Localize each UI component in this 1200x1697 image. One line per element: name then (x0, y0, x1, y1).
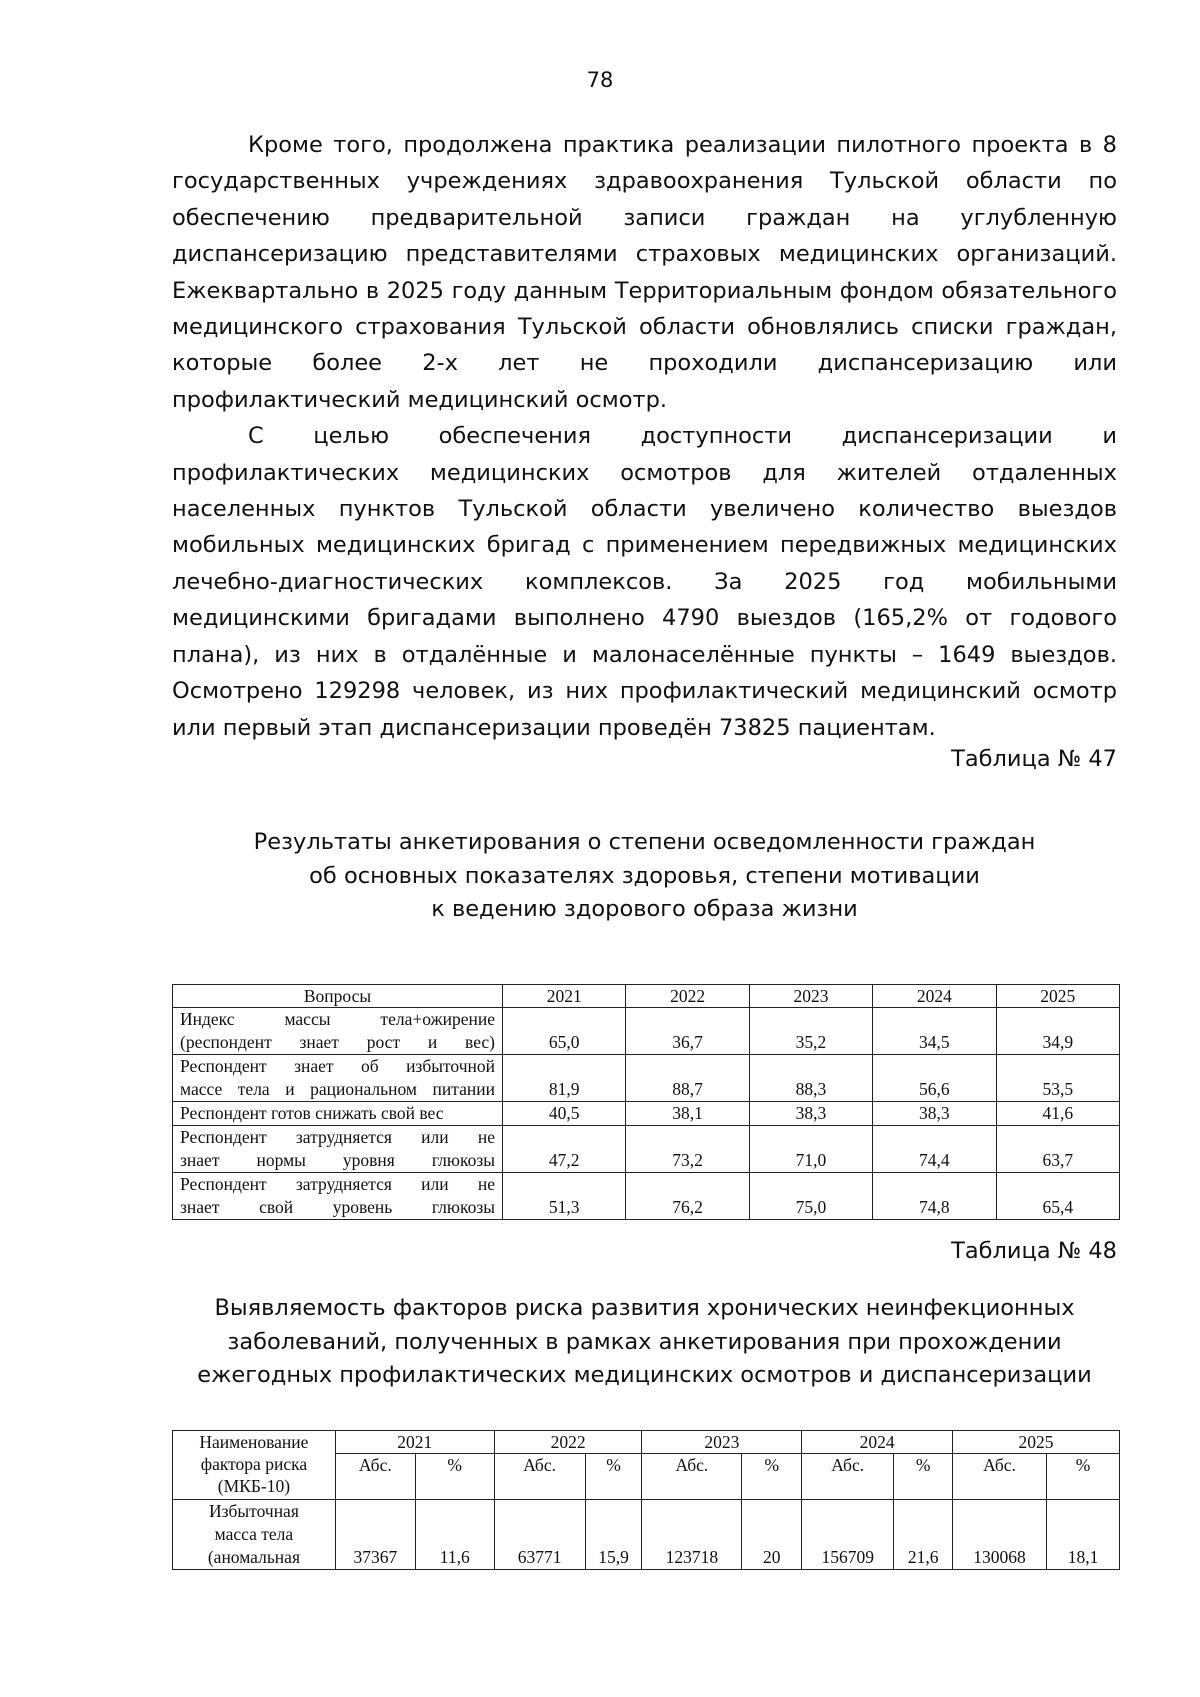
factor-name-line: (аномальная (207, 1547, 300, 1567)
table-header-row (173, 1431, 1120, 1454)
column-header-year: 2024 (802, 1431, 953, 1454)
value-cell: 20 (742, 1500, 802, 1570)
table-row (173, 1102, 1120, 1126)
table-48-label: Таблица № 48 (951, 1238, 1117, 1264)
column-header-pct: % (585, 1454, 642, 1500)
value-cell: 65,4 (996, 1173, 1119, 1220)
value-cell: 18,1 (1047, 1500, 1120, 1570)
question-line: массе тела и рациональном питании (180, 1079, 495, 1099)
factor-name-line: масса тела (214, 1524, 294, 1544)
table-48-title-line: Выявляемость факторов риска развития хронических неинфекционных (214, 1295, 1075, 1321)
column-header-year: 2021 (335, 1431, 494, 1454)
paragraph: С целью обеспечения доступности диспансеризации и профилактических медицинских осмотров для жителей отдаленных населенных пунктов Тульской области увеличено количество выездов мобильных медицинских бригад с применением передвижных медицинских лечебно-диагностических комплексов. За 2025 год мобильными медицинскими бригадами выполнено 4790 выездов (165,2% от годового плана), из них в отдалённые и малонаселённые пункты – 1649 выездов. Осмотрено 129298 человек, из них профилактический медицинский осмотр или первый этап диспансеризации проведён 73825 пациентам. (172, 423, 1117, 741)
question-cell (173, 1173, 503, 1220)
value-cell: 74,4 (873, 1126, 996, 1173)
question-line: знает нормы уровня глюкозы (180, 1150, 495, 1170)
column-header-abs: Абс. (494, 1454, 585, 1500)
column-header-abs: Абс. (642, 1454, 742, 1500)
table-47-title-line: об основных показателях здоровья, степени мотивации (309, 862, 980, 889)
value-cell: 47,2 (503, 1126, 626, 1173)
paragraph: Кроме того, продолжена практика реализации пилотного проекта в 8 государственных учреждениях здравоохранения Тульской области по обеспечению предварительной записи граждан на углубленную диспансеризацию представителями страховых медицинских организаций. Ежеквартально в 2025 году данным Территориальным фондом обязательного медицинского страхования Тульской области обновлялись списки граждан, которые более 2-х лет не проходили диспансеризацию или профилактический медицинский осмотр. (172, 132, 1117, 413)
table-47-title-line: Результаты анкетирования о степени осведомленности граждан (253, 829, 1036, 855)
column-header-pct: % (742, 1454, 802, 1500)
page-number: 78 (586, 68, 614, 92)
factor-header-line: фактора риска (200, 1454, 308, 1474)
column-header-year: 2022 (626, 985, 749, 1008)
value-cell: 41,6 (996, 1102, 1119, 1126)
value-cell: 88,7 (626, 1055, 749, 1102)
table-row (173, 1173, 1120, 1220)
value-cell: 63771 (494, 1500, 585, 1570)
factor-name-cell (173, 1500, 336, 1570)
table-48-title-line: ежегодных профилактических медицинских осмотров и диспансеризации (197, 1362, 1092, 1388)
value-cell: 71,0 (749, 1126, 872, 1173)
column-header-pct: % (1047, 1454, 1120, 1500)
value-cell: 38,3 (749, 1102, 872, 1126)
body-text (172, 127, 1117, 746)
value-cell: 76,2 (626, 1173, 749, 1220)
question-line: Респондент знает об избыточной (180, 1056, 495, 1076)
column-header-year: 2024 (873, 985, 996, 1008)
table-row (173, 1055, 1120, 1102)
column-header-year: 2025 (953, 1431, 1120, 1454)
question-line: (респондент знает рост и вес) (180, 1032, 495, 1052)
value-cell: 34,5 (873, 1008, 996, 1055)
column-header-year: 2025 (996, 985, 1119, 1008)
factor-header-line: Наименование (199, 1432, 309, 1452)
column-header-factor (173, 1431, 336, 1500)
table-row (173, 1500, 1120, 1570)
value-cell: 37367 (335, 1500, 415, 1570)
value-cell: 34,9 (996, 1008, 1119, 1055)
table-48-title-line: заболеваний, полученных в рамках анкетирования при прохождении (227, 1328, 1062, 1355)
value-cell: 130068 (953, 1500, 1047, 1570)
factor-header-line: (МКБ-10) (217, 1476, 291, 1496)
risk-factors-table (172, 1430, 1120, 1570)
value-cell: 81,9 (503, 1055, 626, 1102)
question-cell (173, 1055, 503, 1102)
value-cell: 63,7 (996, 1126, 1119, 1173)
question-line: Респондент затрудняется или не (180, 1127, 495, 1147)
column-header-year: 2022 (494, 1431, 642, 1454)
value-cell: 35,2 (749, 1008, 872, 1055)
value-cell: 51,3 (503, 1173, 626, 1220)
value-cell: 21,6 (894, 1500, 953, 1570)
value-cell: 53,5 (996, 1055, 1119, 1102)
column-header-year: 2021 (503, 985, 626, 1008)
value-cell: 38,3 (873, 1102, 996, 1126)
question-line: знает свой уровень глюкозы (180, 1197, 495, 1217)
table-row (173, 1126, 1120, 1173)
value-cell: 15,9 (585, 1500, 642, 1570)
question-line: Респондент затрудняется или не (180, 1174, 495, 1194)
column-header-questions: Вопросы (173, 985, 503, 1008)
table-47-title (172, 826, 1117, 927)
survey-results-table (172, 984, 1120, 1220)
table-48-title (172, 1292, 1117, 1393)
value-cell: 74,8 (873, 1173, 996, 1220)
value-cell: 36,7 (626, 1008, 749, 1055)
value-cell: 11,6 (415, 1500, 494, 1570)
question-cell (173, 1126, 503, 1173)
value-cell: 156709 (802, 1500, 894, 1570)
column-header-year: 2023 (749, 985, 872, 1008)
value-cell: 123718 (642, 1500, 742, 1570)
question-cell (173, 1008, 503, 1055)
column-header-year: 2023 (642, 1431, 802, 1454)
column-header-pct: % (894, 1454, 953, 1500)
column-header-abs: Абс. (953, 1454, 1047, 1500)
question-line: Индекс массы тела+ожирение (180, 1009, 495, 1029)
value-cell: 40,5 (503, 1102, 626, 1126)
value-cell: 88,3 (749, 1055, 872, 1102)
value-cell: 73,2 (626, 1126, 749, 1173)
column-header-abs: Абс. (802, 1454, 894, 1500)
value-cell: 38,1 (626, 1102, 749, 1126)
factor-name-line: Избыточная (208, 1501, 299, 1521)
column-header-pct: % (415, 1454, 494, 1500)
question-line: Респондент готов снижать свой вес (180, 1103, 444, 1123)
column-header-abs: Абс. (335, 1454, 415, 1500)
value-cell: 65,0 (503, 1008, 626, 1055)
value-cell: 75,0 (749, 1173, 872, 1220)
table-47-label: Таблица № 47 (951, 746, 1117, 772)
table-header-row (173, 985, 1120, 1008)
question-cell (173, 1102, 503, 1126)
value-cell: 56,6 (873, 1055, 996, 1102)
table-row (173, 1008, 1120, 1055)
table-47-title-line: к ведению здорового образа жизни (431, 896, 858, 922)
